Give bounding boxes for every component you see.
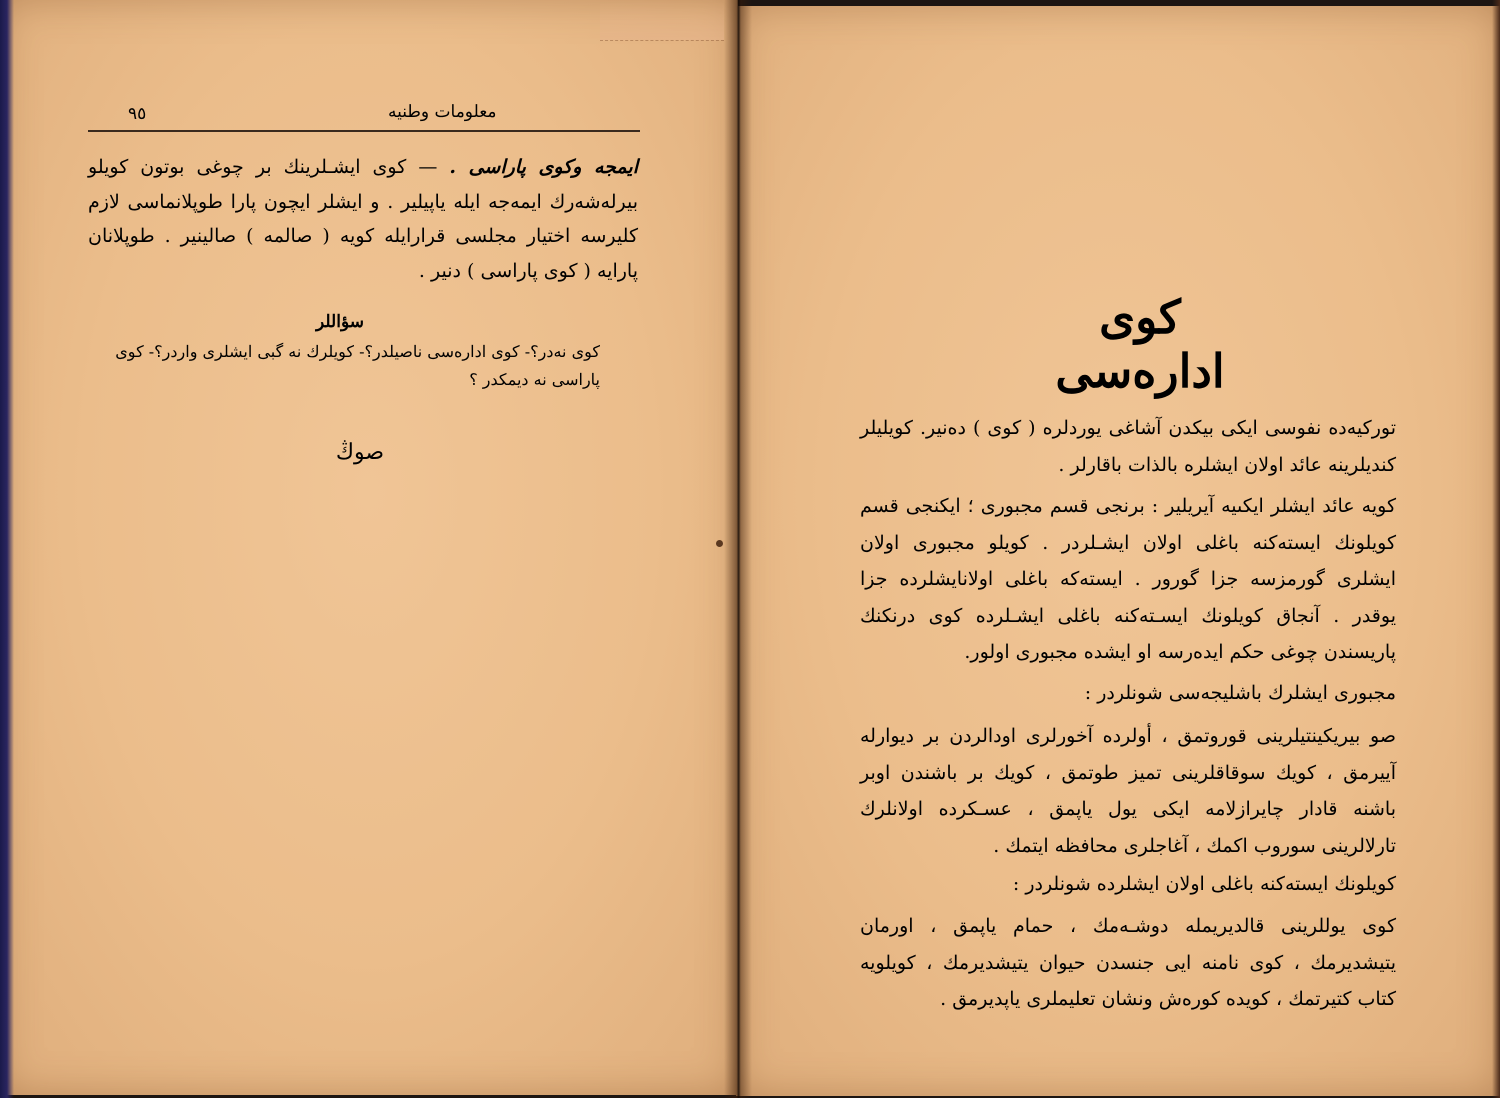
ink-spot xyxy=(716,540,723,547)
running-header xyxy=(88,100,640,130)
body-paragraph: مجبورى ايشلرك باشليجەسى شونلردر : xyxy=(1084,682,1396,704)
imece-paragraph xyxy=(88,150,638,288)
body-paragraph: كويه عائد ايشلر ايكىيه آيريلير : برنجى قسم مجبورى ؛ ايكنجى قسم كويلونك ايستەكنه باغلى اولان ايشـلردر . كويلو مجبورى اولان ايشلرى گورمزسه جزا گورور . ايستەكه باغلى اولانايشلرده جزا يوقدر . آنجاق كويلونك ايسـتەكنه باغلى ايشـلرده كوى درنكنك پاريسندن چوغى حكم ايدەرسه او ايشده مجبورى اولور. xyxy=(860,495,1396,663)
running-title: معلومات وطنيه xyxy=(388,102,497,122)
chapter-title: كوى ادارەسى xyxy=(1055,290,1225,398)
book-edge-left xyxy=(0,0,14,1098)
book-gutter xyxy=(724,0,752,1098)
page-tear xyxy=(600,0,724,41)
book-edge-right xyxy=(1492,0,1500,1098)
body-paragraph: صو بيريكينتيلرينى قوروتمق ، أولرده آخورلرى اودالردن بر ديوارله آييرمق ، كويك سوقاقلرينى تميز طوتمق ، كويك بر باشندن اوبر باشنه قادار چايرازلامه ايكى يول ياپمق ، عسـكرده اولانلرك تارلالرينى سوروب اكمك ، آغاجلرى محافظه ايتمك . xyxy=(860,725,1396,857)
body-paragraph: توركيەده نفوسى ايكى بيكدن آشاغى يوردلره ( كوى ) دەنير. كويليلر كنديلرينه عائد اولان ايشلره بالذات باقارلر . xyxy=(860,417,1396,476)
questions-text: كوى نەدر؟- كوى ادارەسى ناصيلدر؟- كويلرك نه گبى ايشلرى واردر؟- كوى پاراسى نه ديمكدر ؟ xyxy=(115,342,600,389)
page-number: ٩٥ xyxy=(128,104,147,124)
end-word: صوڭ xyxy=(335,440,385,465)
questions-heading: سؤاللر xyxy=(316,312,364,332)
body-paragraph: كويلونك ايستەكنه باغلى اولان ايشلرده شونلردر : xyxy=(1012,873,1396,895)
header-rule xyxy=(88,130,640,132)
body-paragraph: كوى يوللرينى قالديريمله دوشـەمك ، حمام ياپمق ، اورمان يتيشديرمك ، كوى نامنه ايى جنسدن حيوان يتيشديرمك ، كويلويه كتاب كتيرتمك ، كويده كورەش ونشان تعليملرى ياپديرمق . xyxy=(860,915,1396,1010)
paragraph-text: — كوى ايشـلرينك بر چوغى بوتون كويلو بيرلەشەرك ايمەجه ايله ياپيلير . و ايشلر ايچون پارا طوپلانماسى لازم كليرسه اختيار مجلسى قرارايله كويه ( صالمه ) صالينير . طوپلانان پارايه ( كوى پاراسى ) دنير . xyxy=(88,156,638,282)
paragraph-lead: ايمجه وكوى پاراسى . xyxy=(449,156,638,178)
